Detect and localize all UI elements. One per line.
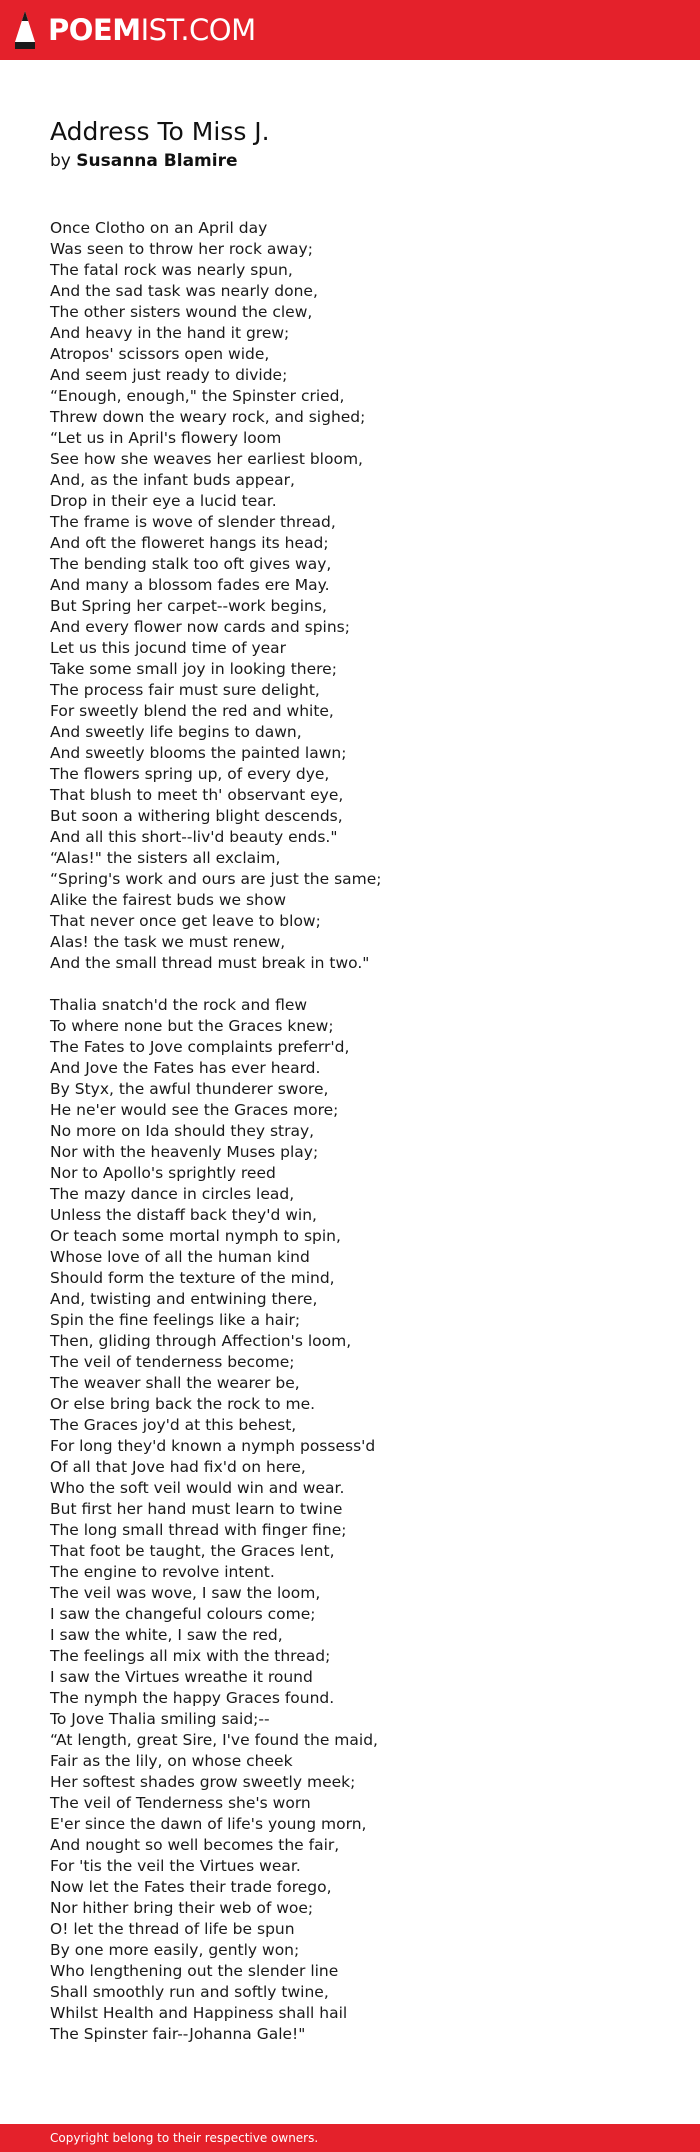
poem-stanza xyxy=(50,218,650,974)
poem-line: He ne'er would see the Graces more; xyxy=(50,1101,339,1119)
poem-line: “Enough, enough," the Spinster cried, xyxy=(50,387,345,405)
poem-line: Who lengthening out the slender line xyxy=(50,1962,339,1980)
poem-line: The Spinster fair--Johanna Gale!" xyxy=(50,2025,306,2043)
poem-line: Shall smoothly run and softly twine, xyxy=(50,1983,329,2001)
poem-line: Who the soft veil would win and wear. xyxy=(50,1479,345,1497)
poem-line: And Jove the Fates has ever heard. xyxy=(50,1059,321,1077)
poem-line: That blush to meet th' observant eye, xyxy=(50,786,344,804)
poem-line: Nor hither bring their web of woe; xyxy=(50,1899,314,1917)
poem-line: By Styx, the awful thunderer swore, xyxy=(50,1080,329,1098)
poem-title: Address To Miss J. xyxy=(50,117,270,146)
poem-line: But soon a withering blight descends, xyxy=(50,807,343,825)
poem-line: And all this short--liv'd beauty ends." xyxy=(50,828,338,846)
poem-line: See how she weaves her earliest bloom, xyxy=(50,450,363,468)
poem-line: But Spring her carpet--work begins, xyxy=(50,597,327,615)
poem-line: Let us this jocund time of year xyxy=(50,639,287,657)
poem-line: The long small thread with finger fine; xyxy=(50,1521,347,1539)
poem-line: The veil of tenderness become; xyxy=(50,1353,295,1371)
poem-line: And nought so well becomes the fair, xyxy=(50,1836,340,1854)
poem-line: E'er since the dawn of life's young morn, xyxy=(50,1815,367,1833)
poem-line: Should form the texture of the mind, xyxy=(50,1269,335,1287)
poem-line: I saw the white, I saw the red, xyxy=(50,1626,283,1644)
logo-wordmark xyxy=(48,10,256,50)
by-label: by xyxy=(50,151,71,171)
site-logo[interactable] xyxy=(14,10,256,50)
poem-line: And heavy in the hand it grew; xyxy=(50,324,290,342)
poem-line: The other sisters wound the clew, xyxy=(50,303,313,321)
poem-line: “Alas!" the sisters all exclaim, xyxy=(50,849,281,867)
poem-line: The fatal rock was nearly spun, xyxy=(50,261,293,279)
poem-line: The veil was wove, I saw the loom, xyxy=(50,1584,321,1602)
poem-line: “At length, great Sire, I've found the maid, xyxy=(50,1731,378,1749)
poem-line: That foot be taught, the Graces lent, xyxy=(50,1542,335,1560)
poem-line: Thalia snatch'd the rock and flew xyxy=(50,996,308,1014)
pencil-icon xyxy=(14,10,36,50)
poem-line: The process fair must sure delight, xyxy=(50,681,320,699)
poem-line: But first her hand must learn to twine xyxy=(50,1500,343,1518)
poem-line: Atropos' scissors open wide, xyxy=(50,345,270,363)
poem-line: For sweetly blend the red and white, xyxy=(50,702,334,720)
poem-line: And sweetly life begins to dawn, xyxy=(50,723,302,741)
poem-line: The feelings all mix with the thread; xyxy=(50,1647,331,1665)
poem-line: I saw the Virtues wreathe it round xyxy=(50,1668,313,1686)
poem-line: For long they'd known a nymph possess'd xyxy=(50,1437,376,1455)
site-footer xyxy=(0,2124,700,2152)
logo-light-part: IST.COM xyxy=(140,13,256,47)
poem-line: And many a blossom fades ere May. xyxy=(50,576,330,594)
poem-line: Threw down the weary rock, and sighed; xyxy=(50,408,366,426)
poem-line: And, twisting and entwining there, xyxy=(50,1290,318,1308)
poem-stanza xyxy=(50,995,650,2045)
poem-line: Alas! the task we must renew, xyxy=(50,933,286,951)
poem-line: The flowers spring up, of every dye, xyxy=(50,765,330,783)
poem-line: O! let the thread of life be spun xyxy=(50,1920,295,1938)
poem-line: Alike the fairest buds we show xyxy=(50,891,287,909)
poem-line: By one more easily, gently won; xyxy=(50,1941,300,1959)
poem-line: And every flower now cards and spins; xyxy=(50,618,350,636)
poem-line: For 'tis the veil the Virtues wear. xyxy=(50,1857,301,1875)
poem-line: Spin the fine feelings like a hair; xyxy=(50,1311,301,1329)
poem-line: Nor to Apollo's sprightly reed xyxy=(50,1164,276,1182)
byline xyxy=(50,150,650,172)
poem-line: “Let us in April's flowery loom xyxy=(50,429,282,447)
poem-line: “Spring's work and ours are just the same; xyxy=(50,870,382,888)
poem-line: The engine to revolve intent. xyxy=(50,1563,275,1581)
poem-line: To Jove Thalia smiling said;-- xyxy=(50,1710,270,1728)
poem-line: And oft the floweret hangs its head; xyxy=(50,534,329,552)
poem-line: Or teach some mortal nymph to spin, xyxy=(50,1227,341,1245)
poem-line: Fair as the lily, on whose cheek xyxy=(50,1752,293,1770)
poem-line: The veil of Tenderness she's worn xyxy=(50,1794,311,1812)
poem-line: The Graces joy'd at this behest, xyxy=(50,1416,297,1434)
poem-line: The mazy dance in circles lead, xyxy=(50,1185,295,1203)
poem-line: I saw the changeful colours come; xyxy=(50,1605,316,1623)
poem-line: That never once get leave to blow; xyxy=(50,912,321,930)
poem-heading xyxy=(50,116,650,172)
poem-line: Her softest shades grow sweetly meek; xyxy=(50,1773,356,1791)
poem-line: And the small thread must break in two." xyxy=(50,954,370,972)
poem-line: The frame is wove of slender thread, xyxy=(50,513,336,531)
poem-line: And, as the infant buds appear, xyxy=(50,471,295,489)
poem-line: And seem just ready to divide; xyxy=(50,366,288,384)
poem-line: Once Clotho on an April day xyxy=(50,219,268,237)
poem-line: The weaver shall the wearer be, xyxy=(50,1374,300,1392)
poem-line: Nor with the heavenly Muses play; xyxy=(50,1143,319,1161)
poem-line: Or else bring back the rock to me. xyxy=(50,1395,316,1413)
poem-line: Take some small joy in looking there; xyxy=(50,660,337,678)
logo-bold-part: POEM xyxy=(48,13,141,47)
poem-line: No more on Ida should they stray, xyxy=(50,1122,315,1140)
poem-line: The Fates to Jove complaints preferr'd, xyxy=(50,1038,350,1056)
poem-line: Now let the Fates their trade forego, xyxy=(50,1878,332,1896)
poem-line: And sweetly blooms the painted lawn; xyxy=(50,744,347,762)
poem-line: Of all that Jove had fix'd on here, xyxy=(50,1458,306,1476)
author-name: Susanna Blamire xyxy=(76,151,238,171)
poem-line: Whilst Health and Happiness shall hail xyxy=(50,2004,348,2022)
site-header xyxy=(0,0,700,60)
poem-line: And the sad task was nearly done, xyxy=(50,282,318,300)
poem-line: To where none but the Graces knew; xyxy=(50,1017,334,1035)
poem-line: Then, gliding through Affection's loom, xyxy=(50,1332,352,1350)
poem-line: Was seen to throw her rock away; xyxy=(50,240,313,258)
poem-body xyxy=(50,218,650,2045)
poem-line: The nymph the happy Graces found. xyxy=(50,1689,335,1707)
poem-line: The bending stalk too oft gives way, xyxy=(50,555,332,573)
poem-line: Drop in their eye a lucid tear. xyxy=(50,492,277,510)
copyright-text: Copyright belong to their respective owners. xyxy=(50,2131,319,2145)
poem-line: Unless the distaff back they'd win, xyxy=(50,1206,317,1224)
poem-line: Whose love of all the human kind xyxy=(50,1248,310,1266)
